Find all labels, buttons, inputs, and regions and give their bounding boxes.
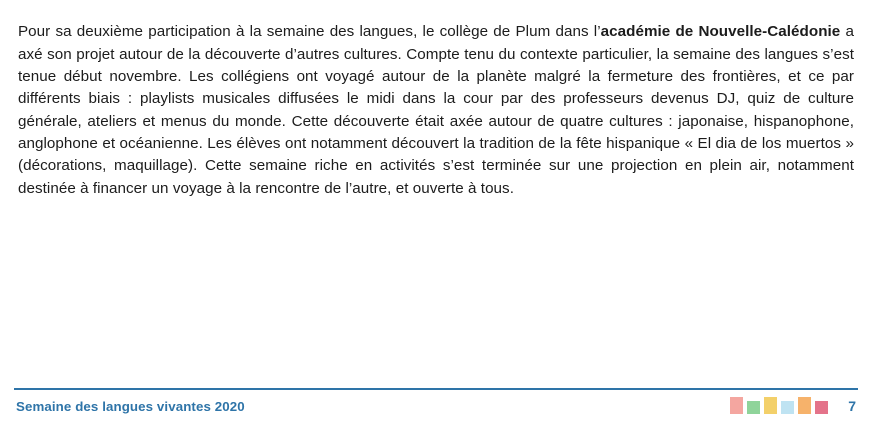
footer-row — [14, 397, 858, 427]
decoration-square-1 — [730, 397, 743, 414]
footer-title: Semaine des langues vivantes 2020 — [16, 398, 245, 414]
decoration-square-6 — [815, 401, 828, 414]
paragraph-bold-academie: académie de Nouvelle-Calédonie — [600, 23, 841, 41]
decoration-square-3 — [764, 397, 777, 414]
paragraph-segment-1: Pour sa deuxième participation à la semaine des langues, le collège de Plum dans l’ — [18, 23, 601, 41]
decoration-square-2 — [747, 401, 760, 414]
decoration-square-5 — [798, 397, 811, 414]
body-paragraph — [18, 21, 854, 200]
footer-decoration — [730, 397, 828, 414]
paragraph-segment-2: a axé son projet autour de la découverte d’autres cultures. Compte tenu du contexte particulier, la semaine des langues s’est tenue début novembre. Les collégiens ont voyagé autour de la planète malgré la fermeture des frontières, et ce par différents biais : playlists musicales diffusées le midi dans la cour par des professeurs devenus DJ, quiz de culture générale, ateliers et menus du monde. Cette découverte était axée autour de quatre cultures : japonaise, hispanophone, anglophone et océanienne. Les élèves ont notamment découvert la tradition de la fête hispanique « El dia de los muertos » (décorations, maquillage). Cette semaine riche en activités s’est terminée sur une projection en plein air, notamment destinée à financer un voyage à la rencontre de l’autre, et ouverte à tous. — [18, 23, 854, 197]
decoration-square-4 — [781, 401, 794, 414]
footer-divider — [14, 388, 858, 390]
page-number: 7 — [848, 397, 856, 414]
page-footer — [14, 388, 858, 427]
